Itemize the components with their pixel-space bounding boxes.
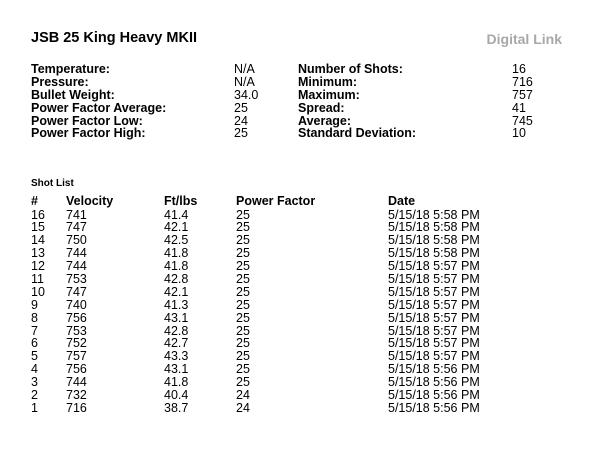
report-title: JSB 25 King Heavy MKII [31,30,197,46]
shot-number: 12 [31,259,45,274]
shot-power-factor: 25 [236,297,250,312]
shot-velocity: 747 [66,284,87,299]
shot-number: 2 [31,387,38,402]
shot-number: 10 [31,284,45,299]
stat-value: 745 [512,113,533,128]
shot-ftlbs: 42.5 [164,233,189,248]
shot-number: 11 [31,271,44,286]
column-header-ftlbs: Ft/lbs [164,194,198,208]
shot-power-factor: 25 [236,271,250,286]
shot-ftlbs: 43.1 [164,310,189,325]
stat-row [31,89,281,102]
shot-velocity: 741 [66,207,87,222]
shot-ftlbs: 42.7 [164,336,189,351]
shot-ftlbs: 40.4 [164,387,189,402]
stat-label: Temperature: [31,62,110,76]
shot-number: 8 [31,310,38,325]
shot-ftlbs: 41.8 [164,375,189,390]
shot-date: 5/15/18 5:57 PM [388,284,480,299]
shot-velocity: 732 [66,387,87,402]
shot-number: 6 [31,336,38,351]
shot-date: 5/15/18 5:57 PM [388,310,480,325]
stat-value: 41 [512,100,526,115]
stat-value: 24 [234,113,248,128]
shot-power-factor: 25 [236,349,250,364]
shot-number: 15 [31,220,45,235]
column-header-power-factor: Power Factor [236,194,316,208]
shot-velocity: 753 [66,271,87,286]
stat-label: Power Factor High: [31,126,146,141]
shot-ftlbs: 42.8 [164,271,189,286]
stat-row [31,127,281,140]
stat-row [298,63,558,76]
column-header-velocity: Velocity [66,194,114,208]
stat-label: Minimum: [298,74,358,89]
shot-number: 14 [31,233,45,248]
stat-label: Pressure: [31,74,89,89]
shot-power-factor: 25 [236,259,250,274]
shot-power-factor: 24 [236,400,250,415]
shot-power-factor: 24 [236,387,250,402]
shot-date: 5/15/18 5:58 PM [388,220,480,235]
stat-value: 16 [512,62,526,76]
shot-velocity: 744 [66,375,87,390]
stat-row [31,102,281,115]
shot-velocity: 756 [66,310,87,325]
shot-ftlbs: 41.3 [164,297,189,312]
shot-date: 5/15/18 5:58 PM [388,207,480,222]
stat-value: 34.0 [234,87,259,102]
shot-power-factor: 25 [236,246,250,261]
stat-label: Standard Deviation: [298,126,417,141]
column-header-number: # [31,194,38,208]
shot-velocity: 744 [66,246,87,261]
stat-row [31,76,281,89]
shot-number: 4 [31,362,38,377]
shot-power-factor: 25 [236,323,250,338]
stat-value: 10 [512,126,526,141]
shot-velocity: 752 [66,336,87,351]
shot-ftlbs: 42.8 [164,323,189,338]
shot-date: 5/15/18 5:57 PM [388,349,480,364]
shot-power-factor: 25 [236,362,250,377]
stat-row [298,127,558,140]
shot-power-factor: 25 [236,375,250,390]
shot-number: 3 [31,375,38,390]
shot-date: 5/15/18 5:57 PM [388,271,480,286]
shot-ftlbs: 41.8 [164,259,189,274]
shot-list-heading: Shot List [31,178,74,189]
shot-ftlbs: 41.8 [164,246,189,261]
shot-number: 13 [31,246,45,261]
stat-value: 25 [234,126,248,141]
shot-ftlbs: 38.7 [164,400,189,415]
stat-row [31,63,281,76]
stat-value: 25 [234,100,248,115]
shot-power-factor: 25 [236,207,250,222]
shot-date: 5/15/18 5:56 PM [388,400,480,415]
shot-velocity: 740 [66,297,87,312]
shot-date: 5/15/18 5:56 PM [388,375,480,390]
stat-value: 716 [512,74,533,89]
stats-right-panel [298,63,558,140]
shot-date: 5/15/18 5:57 PM [388,297,480,312]
stat-label: Power Factor Average: [31,100,167,115]
stat-row [298,76,558,89]
shot-velocity: 753 [66,323,87,338]
stat-row [298,102,558,115]
stat-value: N/A [234,62,255,76]
stat-label: Average: [298,113,352,128]
shot-date: 5/15/18 5:58 PM [388,246,480,261]
stats-left-panel [31,63,281,140]
shot-number: 5 [31,349,38,364]
column-header-date: Date [388,194,416,208]
shot-number: 9 [31,297,38,312]
stat-label: Number of Shots: [298,62,403,76]
stat-value: N/A [234,74,255,89]
stat-label: Spread: [298,100,345,115]
shot-velocity: 757 [66,349,87,364]
shot-ftlbs: 43.1 [164,362,189,377]
brand-label: Digital Link [486,31,562,47]
shot-power-factor: 25 [236,310,250,325]
shot-number: 7 [31,323,38,338]
shot-power-factor: 25 [236,284,250,299]
shot-date: 5/15/18 5:56 PM [388,362,480,377]
stat-label: Maximum: [298,87,360,102]
shot-ftlbs: 42.1 [164,220,189,235]
shot-ftlbs: 42.1 [164,284,189,299]
shot-power-factor: 25 [236,220,250,235]
shot-velocity: 747 [66,220,87,235]
shot-date: 5/15/18 5:57 PM [388,323,480,338]
shot-velocity: 744 [66,259,87,274]
shot-date: 5/15/18 5:58 PM [388,233,480,248]
shot-date: 5/15/18 5:57 PM [388,336,480,351]
stat-label: Power Factor Low: [31,113,143,128]
shot-ftlbs: 43.3 [164,349,189,364]
shot-number: 1 [31,400,38,415]
shot-date: 5/15/18 5:57 PM [388,259,480,274]
shot-number: 16 [31,207,45,222]
shot-velocity: 716 [66,400,87,415]
stat-value: 757 [512,87,533,102]
stat-row [298,89,558,102]
shot-velocity: 750 [66,233,87,248]
stat-label: Bullet Weight: [31,87,115,102]
shot-power-factor: 25 [236,233,250,248]
shot-power-factor: 25 [236,336,250,351]
shot-date: 5/15/18 5:56 PM [388,387,480,402]
shot-ftlbs: 41.4 [164,207,189,222]
shot-velocity: 756 [66,362,87,377]
